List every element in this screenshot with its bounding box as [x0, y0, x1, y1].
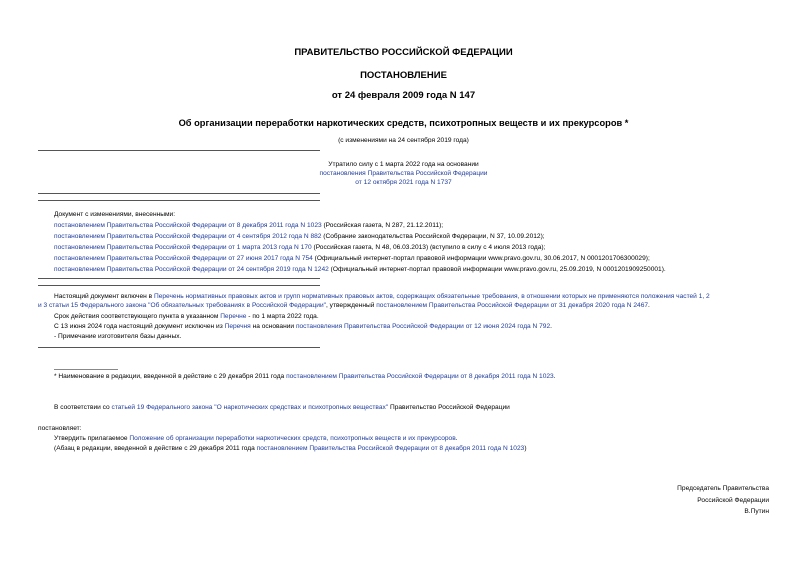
expiry-link-date[interactable]: от 12 октября 2021 года N 1737: [355, 179, 452, 186]
signatory-name: В.Путин: [744, 508, 769, 515]
amendment-link[interactable]: постановлением Правительства Российской Федерации от 1 марта 2013 года N 170: [54, 244, 312, 251]
note-paragraph-1b: и 3 статьи 15 Федерального закона "Об обязательных требованиях в Российской Федерации", утвержденный постановлением Правительства Российской Федерации от 31 декабря 2020 года N 2467.: [38, 302, 650, 309]
amendment-link[interactable]: постановлением Правительства Российской Федерации от 27 июня 2017 года N 754: [54, 255, 313, 262]
document-type: ПОСТАНОВЛЕНИЕ: [360, 70, 447, 81]
amendment-source: (Российская газета, N 287, 21.12.2011);: [321, 222, 444, 229]
footnote-link[interactable]: постановлением Правительства Российской Федерации от 8 декабря 2011 года N 1023: [286, 373, 554, 380]
amendment-source: (Официальный интернет-портал правовой информации www.pravo.gov.ru, 25.09.2019, N 0001201909250001).: [328, 266, 666, 273]
footnote: * Наименование в редакции, введенной в действие с 29 декабря 2011 года постановлением Правительства Российской Федерации от 8 декабря 2011 года N 1023.: [54, 373, 556, 380]
preamble-link-law[interactable]: статьей 19 Федерального закона "О наркотических средствах и психотропных веществах": [111, 404, 389, 411]
note-link-law[interactable]: и 3 статьи 15 Федерального закона "Об обязательных требованиях в Российской Федерации": [38, 302, 327, 309]
signatory-org: Российской Федерации: [697, 497, 769, 504]
document-title: Об организации переработки наркотических средств, психотропных веществ и их прекурсоров *: [178, 118, 629, 128]
approve-paragraph: Утвердить прилагаемое Положение об организации переработки наркотических средств, психотропных веществ и их прекурсоров.: [54, 435, 458, 442]
amendment-item: [54, 243, 545, 252]
expiry-link-decree[interactable]: постановления Правительства Российской Федерации: [319, 170, 488, 177]
amendment-item: [54, 221, 443, 230]
note-paragraph-2: Срок действия соответствующего пункта в указанном Перечне - по 1 марта 2022 года.: [54, 313, 319, 320]
preamble: В соответствии со статьей 19 Федерального закона "О наркотических средствах и психотропных веществах" Правительство Российской Федерации: [54, 404, 510, 411]
amendment-item: [54, 232, 545, 241]
amendments-intro: Документ с изменениями, внесенными:: [54, 211, 176, 218]
revision-note: (с изменениями на 24 сентября 2019 года): [338, 137, 469, 144]
footnote-rule: [54, 369, 118, 370]
divider: [38, 347, 320, 348]
amendment-source: (Российская газета, N 48, 06.03.2013) (вступило в силу с 4 июля 2013 года);: [311, 244, 546, 251]
note-link-list[interactable]: Перечень нормативных правовых актов и групп нормативных правовых актов, содержащих обязательные требования, в отношении которых не применяются положения частей 1, 2: [153, 293, 710, 300]
divider: [38, 200, 320, 201]
divider: [38, 278, 320, 279]
divider: [38, 193, 320, 194]
note-paragraph-3: С 13 июня 2024 года настоящий документ исключен из Перечня на основании постановления Правительства Российской Федерации от 12 июня 2024 года N 792.: [54, 323, 552, 330]
note-paragraph-1a: Настоящий документ включен в Перечень нормативных правовых актов и групп нормативных правовых актов, содержащих обязательные требования, в отношении которых не применяются положения частей 1, 2: [54, 293, 710, 300]
document-date-number: от 24 февраля 2009 года N 147: [331, 90, 476, 101]
note-paragraph-4: - Примечание изготовителя базы данных.: [54, 333, 182, 340]
amendment-link[interactable]: постановлением Правительства Российской Федерации от 4 сентября 2012 года N 882: [54, 233, 322, 240]
decides: постановляет:: [38, 425, 82, 432]
divider: [38, 285, 320, 286]
divider: [38, 150, 320, 151]
signatory-title: Председатель Правительства: [677, 485, 769, 492]
amendment-item: [54, 254, 650, 263]
expiry-line: Утратило силу с 1 марта 2022 года на основании: [328, 161, 479, 168]
note-link-decree-792[interactable]: постановления Правительства Российской Федерации от 12 июня 2024 года N 792: [295, 323, 551, 330]
paragraph-revision-note: (Абзац в редакции, введенной в действие с 29 декабря 2011 года постановлением Правительства Российской Федерации от 8 декабря 2011 года N 1023): [54, 445, 527, 452]
amendment-source: (Официальный интернет-портал правовой информации www.pravo.gov.ru, 30.06.2017, N 0001201706300029);: [312, 255, 650, 262]
note-link-decree-2467[interactable]: постановлением Правительства Российской Федерации от 31 декабря 2020 года N 2467: [376, 302, 649, 309]
issuing-authority: ПРАВИТЕЛЬСТВО РОССИЙСКОЙ ФЕДЕРАЦИИ: [294, 47, 513, 58]
amendment-item: [54, 265, 666, 274]
approve-link-regulation[interactable]: Положение об организации переработки наркотических средств, психотропных веществ и их прекурсоров: [129, 435, 456, 442]
amendment-link[interactable]: постановлением Правительства Российской Федерации от 24 сентября 2019 года N 1242: [54, 266, 329, 273]
amendment-source: (Собрание законодательства Российской Федерации, N 37, 10.09.2012);: [321, 233, 545, 240]
paragraph-revision-link[interactable]: постановлением Правительства Российской Федерации от 8 декабря 2011 года N 1023: [256, 445, 525, 452]
note-link-list-excl[interactable]: Перечня: [224, 323, 251, 330]
amendment-link[interactable]: постановлением Правительства Российской Федерации от 8 декабря 2011 года N 1023: [54, 222, 322, 229]
note-link-list-short[interactable]: Перечне: [220, 313, 247, 320]
